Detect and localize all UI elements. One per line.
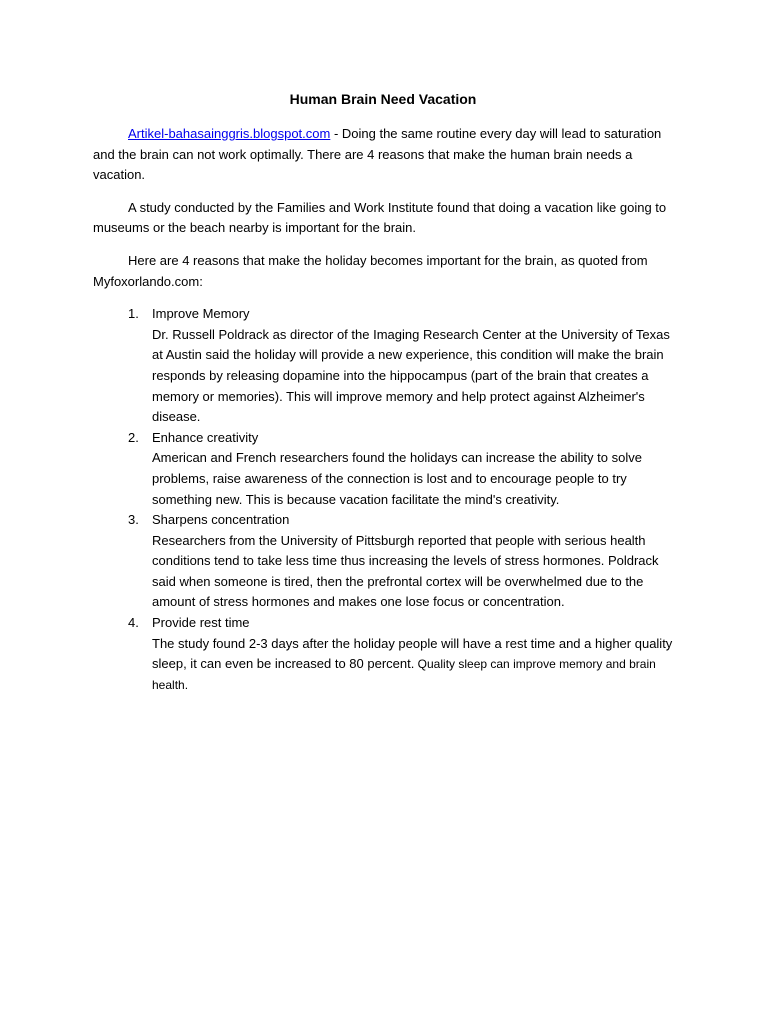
reasons-intro-paragraph: Here are 4 reasons that make the holiday becomes important for the brain, as quoted from Myfoxorlando.com: bbox=[93, 252, 648, 289]
reason-body: Dr. Russell Poldrack as director of the Imaging Research Center at the University of Texas at Austin said the holiday will provide a new experience, this condition will make the brain responds by releasing dopamine into the hippocampus (part of the brain that creates a memory or memories). This will improve memory and help protect against Alzheimer's disease. bbox=[152, 326, 670, 425]
list-number: 3. bbox=[128, 512, 139, 528]
reasons-list bbox=[93, 304, 673, 695]
reason-heading: Provide rest time bbox=[152, 615, 250, 631]
study-paragraph: A study conducted by the Families and Work Institute found that doing a vacation like going to museums or the beach nearby is important for the brain. bbox=[93, 199, 667, 236]
list-number: 4. bbox=[128, 615, 139, 631]
document-content bbox=[93, 89, 673, 695]
list-item bbox=[93, 510, 673, 613]
source-link[interactable]: Artikel-bahasainggris.blogspot.com bbox=[128, 126, 331, 141]
reason-body: Researchers from the University of Pittsburgh reported that people with serious health conditions tend to take less time thus increasing the levels of stress hormones. Poldrack said when someone is tired, then the prefrontal cortex will be overwhelmed due to the amount of stress hormones and makes one lose focus or concentration. bbox=[152, 532, 659, 610]
reason-body: The study found 2-3 days after the holiday people will have a rest time and a higher quality sleep, it can even be increased to 80 percent. bbox=[152, 635, 673, 672]
list-number: 1. bbox=[128, 306, 139, 322]
reason-body-tail: Quality sleep can improve memory and brain health. bbox=[152, 657, 656, 692]
reason-body-container bbox=[152, 634, 673, 696]
reason-heading: Improve Memory bbox=[152, 306, 250, 322]
intro-paragraph bbox=[93, 124, 673, 186]
reason-heading: Enhance creativity bbox=[152, 429, 259, 445]
reason-heading: Sharpens concentration bbox=[152, 512, 290, 528]
list-item bbox=[93, 304, 673, 428]
list-number: 2. bbox=[128, 429, 139, 445]
reason-body: American and French researchers found the holidays can increase the ability to solve problems, raise awareness of the connection is lost and to encourage people to try something new. This is because vacation facilitate the mind's creativity. bbox=[152, 450, 642, 507]
document-title: Human Brain Need Vacation bbox=[289, 91, 477, 107]
list-item bbox=[93, 428, 673, 510]
intro-text: - Doing the same routine every day will lead to saturation and the brain can not work optimally. There are 4 reasons that make the human brain needs a vacation. bbox=[93, 126, 662, 183]
list-item bbox=[93, 613, 673, 695]
